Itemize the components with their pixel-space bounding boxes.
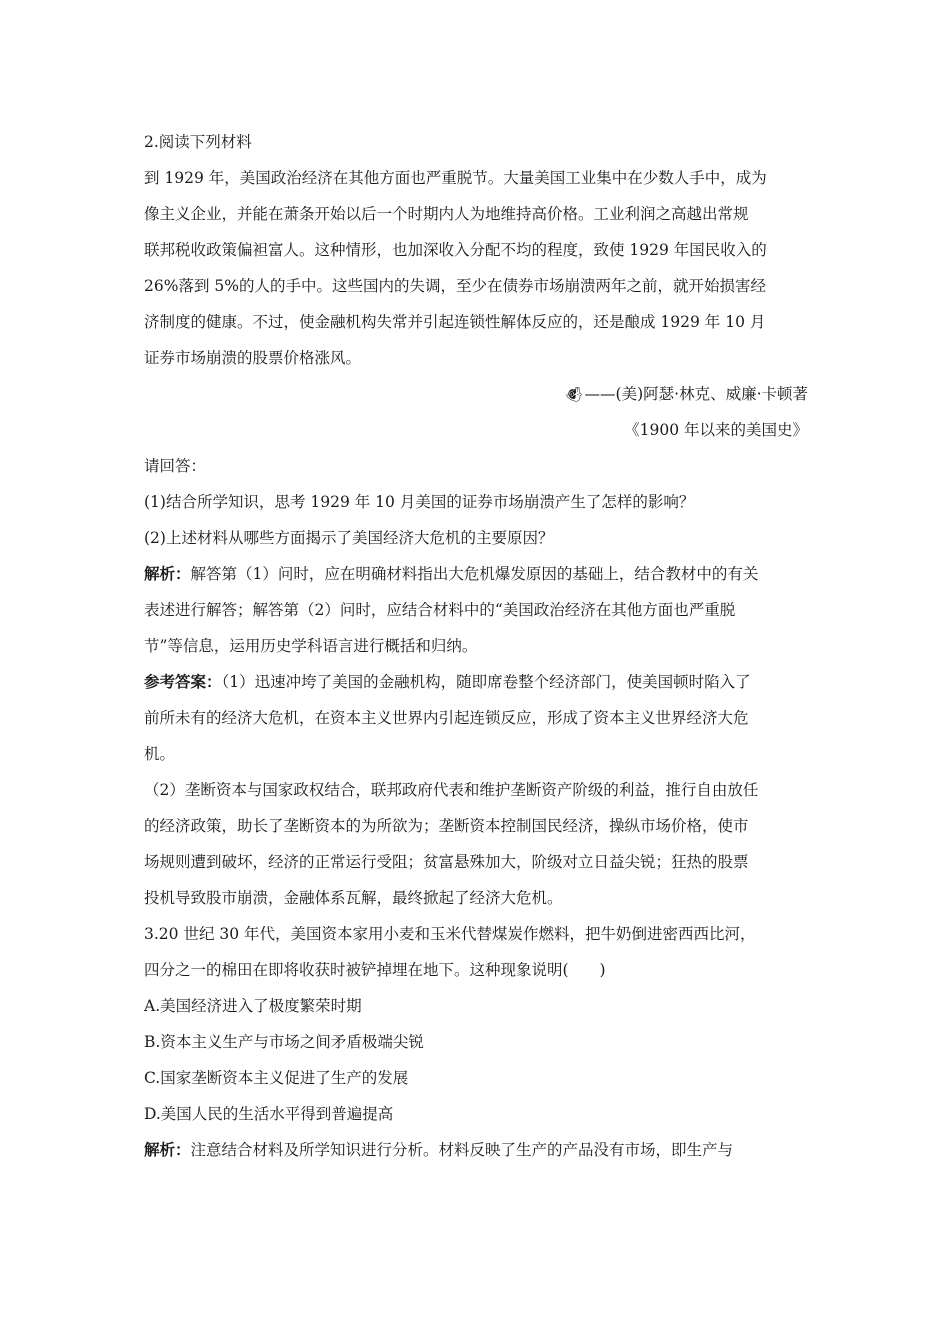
question-3-stem: 3.20 世纪 30 年代，美国资本家用小麦和玉米代替煤炭作燃料，把牛奶倒进密西西比河， xyxy=(144,925,756,943)
question-3-analysis xyxy=(144,1132,808,1168)
source-author: ——(美)阿瑟·林克、威廉·卡顿著 xyxy=(584,385,808,403)
passage-line: 证券市场崩溃的股票价格涨风。 xyxy=(144,349,362,367)
passage-line: 济制度的健康。不过，使金融机构失常并引起连锁性解体反应的，还是酿成 1929 年 10 月 xyxy=(144,313,766,331)
analysis-label: 解析： xyxy=(144,564,191,583)
answer-prompt: 请回答： xyxy=(144,457,207,475)
analysis-text: 解答第（1）问时，应在明确材料指出大危机爆发原因的基础上，结合教材中的有关 xyxy=(190,565,759,583)
source-book: 《1900 年以来的美国史》 xyxy=(624,421,808,439)
analysis-line: 表述进行解答；解答第（2）问时，应结合材料中的“美国政治经济在其他方面也严重脱 xyxy=(144,601,736,619)
answer-line: 前所未有的经济大危机，在资本主义世界内引起连锁反应，形成了资本主义世界经济大危 xyxy=(144,709,749,727)
answer-line xyxy=(144,664,808,700)
sub-question-2: (2)上述材料从哪些方面揭示了美国经济大危机的主要原因？ xyxy=(144,529,554,547)
analysis-label: 解析： xyxy=(144,1140,191,1159)
answer-line: 投机导致股市崩溃，金融体系瓦解，最终掀起了经济大危机。 xyxy=(144,889,563,907)
answer-text: （1）迅速冲垮了美国的金融机构，随即席卷整个经济部门，使美国顿时陷入了 xyxy=(221,673,751,691)
answer-line: 机。 xyxy=(144,745,176,763)
passage-line: 26%落到 5%的人的手中。这些国内的失调，至少在债券市场崩溃两年之前，就开始损害经 xyxy=(144,277,766,295)
analysis-text: 注意结合材料及所学知识进行分析。材料反映了生产的产品没有市场，即生产与 xyxy=(190,1141,734,1159)
answer-label: 参考答案： xyxy=(144,672,222,691)
answer-line: 的经济政策，助长了垄断资本的为所欲为；垄断资本控制国民经济，操纵市场价格，使市 xyxy=(144,817,749,835)
answer-line: （2）垄断资本与国家政权结合，联邦政府代表和维护垄断资产阶级的利益，推行自由放任 xyxy=(144,781,759,799)
answer-line: 场规则遭到破坏，经济的正常运行受阻；贫富悬殊加大，阶级对立日益尖锐；狂热的股票 xyxy=(144,853,749,871)
question-2-title: 2.阅读下列材料 xyxy=(144,133,252,151)
snail-mark-icon: 🐌︎ xyxy=(564,387,583,403)
option-b: B.资本主义生产与市场之间矛盾极端尖锐 xyxy=(144,1033,424,1051)
analysis-line: 节”等信息，运用历史学科语言进行概括和归纳。 xyxy=(144,637,478,655)
option-c: C.国家垄断资本主义促进了生产的发展 xyxy=(144,1069,409,1087)
passage-line: 到 1929 年，美国政治经济在其他方面也严重脱节。大量美国工业集中在少数人手中，成为 xyxy=(144,169,767,187)
passage-line: 像主义企业，并能在萧条开始以后一个时期内人为地维持高价格。工业利润之高越出常规 xyxy=(144,205,749,223)
source-author-line xyxy=(144,376,808,412)
document-content xyxy=(144,124,808,1168)
option-d: D.美国人民的生活水平得到普遍提高 xyxy=(144,1105,394,1123)
question-3-stem: 四分之一的棉田在即将收获时被铲掉埋在地下。这种现象说明( ) xyxy=(144,961,606,979)
sub-question-1: (1)结合所学知识，思考 1929 年 10 月美国的证券市场崩溃产生了怎样的影响？ xyxy=(144,493,695,511)
analysis-line xyxy=(144,556,808,592)
passage-line: 联邦税收政策偏袒富人。这种情形，也加深收入分配不均的程度，致使 1929 年国民收入的 xyxy=(144,241,767,259)
option-a: A.美国经济进入了极度繁荣时期 xyxy=(144,997,362,1015)
